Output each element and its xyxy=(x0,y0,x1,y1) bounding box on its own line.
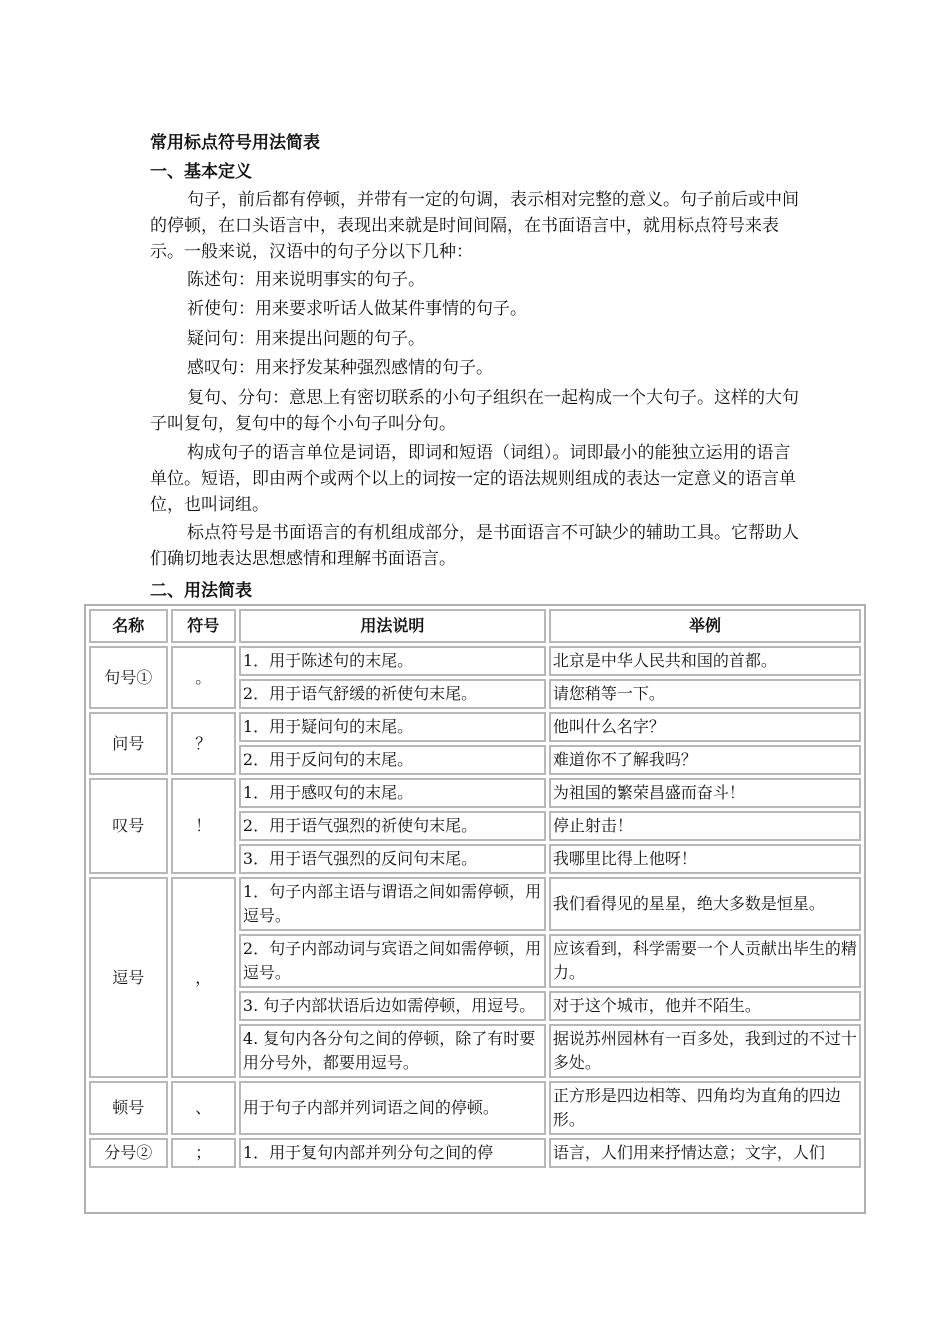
usage-table xyxy=(86,606,864,1171)
example-cell: 我哪里比得上他呀！ xyxy=(549,844,861,874)
usage-cell: 1．用于陈述句的末尾。 xyxy=(239,646,546,676)
usage-table-container xyxy=(84,604,866,1214)
table-row xyxy=(89,1081,861,1135)
table-row xyxy=(89,1138,861,1168)
table-row xyxy=(89,646,861,676)
paragraph: 复句、分句：意思上有密切联系的小句子组织在一起构成一个大句子。这样的大句子叫复句，复句中的每个小句子叫分句。 xyxy=(150,388,799,434)
header-name: 名称 xyxy=(89,609,168,643)
paragraph: 陈述句：用来说明事实的句子。 xyxy=(187,270,425,290)
example-cell: 据说苏州园林有一百多处，我到过的不过十多处。 xyxy=(549,1024,861,1078)
example-cell: 他叫什么名字？ xyxy=(549,712,861,742)
punctuation-symbol: ， xyxy=(171,877,236,1078)
punctuation-name: 顿号 xyxy=(89,1081,168,1135)
usage-cell: 2．用于语气强烈的祈使句末尾。 xyxy=(239,811,546,841)
usage-cell: 用于句子内部并列词语之间的停顿。 xyxy=(239,1081,546,1135)
example-cell: 应该看到，科学需要一个人贡献出毕生的精力。 xyxy=(549,934,861,988)
usage-cell: 4. 复句内各分句之间的停顿，除了有时要用分号外，都要用逗号。 xyxy=(239,1024,546,1078)
punctuation-symbol: 、 xyxy=(171,1081,236,1135)
example-cell: 我们看得见的星星，绝大多数是恒星。 xyxy=(549,877,861,931)
punctuation-name: 分号② xyxy=(89,1138,168,1168)
paragraph: 标点符号是书面语言的有机组成部分，是书面语言不可缺少的辅助工具。它帮助人们确切地表达思想感情和理解书面语言。 xyxy=(150,523,799,569)
example-cell: 请您稍等一下。 xyxy=(549,679,861,709)
header-usage: 用法说明 xyxy=(239,609,546,643)
header-symbol: 符号 xyxy=(171,609,236,643)
document-title: 常用标点符号用法简表 xyxy=(150,133,320,153)
example-cell: 为祖国的繁荣昌盛而奋斗！ xyxy=(549,778,861,808)
usage-cell: 1．用于疑问句的末尾。 xyxy=(239,712,546,742)
paragraph: 构成句子的语言单位是词语，即词和短语（词组）。词即最小的能独立运用的语言单位。短语，即由两个或两个以上的词按一定的语法规则组成的表达一定意义的语言单位，也叫词组。 xyxy=(150,443,796,515)
usage-cell: 3. 句子内部状语后边如需停顿，用逗号。 xyxy=(239,991,546,1021)
usage-cell: 1．用于感叹句的末尾。 xyxy=(239,778,546,808)
paragraph: 句子，前后都有停顿，并带有一定的句调，表示相对完整的意义。句子前后或中间的停顿，在口头语言中，表现出来就是时间间隔，在书面语言中，就用标点符号来表示。一般来说，汉语中的句子分以下几种： xyxy=(150,190,799,262)
table-row xyxy=(89,877,861,931)
section-heading-table: 二、用法简表 xyxy=(150,581,252,601)
paragraph: 祈使句：用来要求听话人做某件事情的句子。 xyxy=(187,299,527,319)
example-cell: 停止射击！ xyxy=(549,811,861,841)
table-header-row xyxy=(89,609,861,643)
usage-cell: 2．用于语气舒缓的祈使句末尾。 xyxy=(239,679,546,709)
usage-cell: 1．用于复句内部并列分句之间的停 xyxy=(239,1138,546,1168)
usage-cell: 1．句子内部主语与谓语之间如需停顿，用逗号。 xyxy=(239,877,546,931)
punctuation-name: 叹号 xyxy=(89,778,168,874)
section-heading-definitions: 一、基本定义 xyxy=(150,162,252,182)
example-cell: 难道你不了解我吗？ xyxy=(549,745,861,775)
example-cell: 语言，人们用来抒情达意；文字，人们 xyxy=(549,1138,861,1168)
example-cell: 对于这个城市，他并不陌生。 xyxy=(549,991,861,1021)
punctuation-symbol: ？ xyxy=(171,712,236,775)
usage-cell: 3．用于语气强烈的反问句末尾。 xyxy=(239,844,546,874)
usage-cell: 2．句子内部动词与宾语之间如需停顿，用逗号。 xyxy=(239,934,546,988)
table-row xyxy=(89,712,861,742)
paragraph: 疑问句：用来提出问题的句子。 xyxy=(187,329,425,349)
paragraph: 感叹句：用来抒发某种强烈感情的句子。 xyxy=(187,358,493,378)
example-cell: 正方形是四边相等、四角均为直角的四边形。 xyxy=(549,1081,861,1135)
example-cell: 北京是中华人民共和国的首都。 xyxy=(549,646,861,676)
punctuation-symbol: ； xyxy=(171,1138,236,1168)
header-example: 举例 xyxy=(549,609,861,643)
punctuation-symbol: ！ xyxy=(171,778,236,874)
punctuation-name: 逗号 xyxy=(89,877,168,1078)
punctuation-symbol: 。 xyxy=(171,646,236,709)
punctuation-name: 问号 xyxy=(89,712,168,775)
table-row xyxy=(89,778,861,808)
usage-cell: 2．用于反问句的末尾。 xyxy=(239,745,546,775)
punctuation-name: 句号① xyxy=(89,646,168,709)
